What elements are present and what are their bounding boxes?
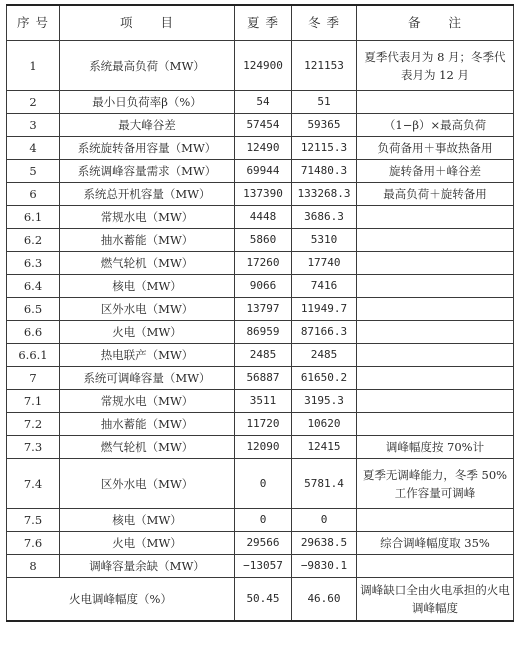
peak-regulation-table [6, 4, 514, 622]
row-summer: 13797 [235, 298, 292, 321]
row-note: （1−β）×最高负荷 [357, 114, 514, 137]
table-row [7, 413, 514, 436]
row-note: 负荷备用＋事故热备用 [357, 137, 514, 160]
row-summer: 3511 [235, 390, 292, 413]
row-index: 6.2 [7, 229, 60, 252]
table-row [7, 252, 514, 275]
row-summer: 56887 [235, 367, 292, 390]
table-row [7, 436, 514, 459]
row-note: 夏季代表月为 8 月；冬季代表月为 12 月 [357, 41, 514, 91]
row-index: 6.3 [7, 252, 60, 275]
row-item: 区外水电（MW） [60, 459, 235, 509]
row-item: 火电（MW） [60, 532, 235, 555]
row-index: 5 [7, 160, 60, 183]
footer-summer: 50.45 [235, 578, 292, 621]
row-summer: 2485 [235, 344, 292, 367]
row-winter: 3686.3 [292, 206, 357, 229]
footer-winter: 46.60 [292, 578, 357, 621]
row-winter: 87166.3 [292, 321, 357, 344]
row-winter: 11949.7 [292, 298, 357, 321]
row-summer: 86959 [235, 321, 292, 344]
footer-row [7, 578, 514, 621]
row-winter: 12415 [292, 436, 357, 459]
row-winter: 5781.4 [292, 459, 357, 509]
row-note [357, 91, 514, 114]
row-winter: 2485 [292, 344, 357, 367]
row-winter: 10620 [292, 413, 357, 436]
row-item: 核电（MW） [60, 275, 235, 298]
row-summer: 57454 [235, 114, 292, 137]
row-summer: −13057 [235, 555, 292, 578]
table-row [7, 509, 514, 532]
header-winter: 冬 季 [292, 5, 357, 41]
table-row [7, 137, 514, 160]
table-row [7, 275, 514, 298]
row-index: 6 [7, 183, 60, 206]
row-summer: 12090 [235, 436, 292, 459]
row-winter: 133268.3 [292, 183, 357, 206]
row-note: 综合调峰幅度取 35% [357, 532, 514, 555]
row-index: 6.1 [7, 206, 60, 229]
row-winter: 17740 [292, 252, 357, 275]
row-item: 系统总开机容量（MW） [60, 183, 235, 206]
row-item: 常规水电（MW） [60, 206, 235, 229]
row-index: 6.5 [7, 298, 60, 321]
row-index: 8 [7, 555, 60, 578]
row-summer: 29566 [235, 532, 292, 555]
row-winter: 3195.3 [292, 390, 357, 413]
row-index: 6.4 [7, 275, 60, 298]
row-summer: 5860 [235, 229, 292, 252]
table-row [7, 160, 514, 183]
row-note [357, 252, 514, 275]
row-index: 3 [7, 114, 60, 137]
header-item: 项 目 [60, 5, 235, 41]
table-row [7, 532, 514, 555]
row-winter: 51 [292, 91, 357, 114]
table-row [7, 459, 514, 509]
row-winter: −9830.1 [292, 555, 357, 578]
row-winter: 12115.3 [292, 137, 357, 160]
row-note: 旋转备用＋峰谷差 [357, 160, 514, 183]
row-winter: 59365 [292, 114, 357, 137]
row-note [357, 275, 514, 298]
table-row [7, 321, 514, 344]
row-winter: 121153 [292, 41, 357, 91]
row-item: 抽水蓄能（MW） [60, 229, 235, 252]
row-item: 抽水蓄能（MW） [60, 413, 235, 436]
row-note [357, 321, 514, 344]
row-item: 燃气轮机（MW） [60, 252, 235, 275]
table-row [7, 41, 514, 91]
row-note [357, 206, 514, 229]
table-row [7, 555, 514, 578]
row-item: 调峰容量余缺（MW） [60, 555, 235, 578]
header-row [7, 5, 514, 41]
row-index: 7.3 [7, 436, 60, 459]
row-note: 调峰幅度按 70%计 [357, 436, 514, 459]
row-item: 燃气轮机（MW） [60, 436, 235, 459]
row-summer: 17260 [235, 252, 292, 275]
header-note: 备 注 [357, 5, 514, 41]
row-summer: 4448 [235, 206, 292, 229]
table-row [7, 183, 514, 206]
row-index: 2 [7, 91, 60, 114]
row-note: 最高负荷＋旋转备用 [357, 183, 514, 206]
row-winter: 7416 [292, 275, 357, 298]
row-index: 7.2 [7, 413, 60, 436]
row-index: 4 [7, 137, 60, 160]
row-winter: 71480.3 [292, 160, 357, 183]
row-note [357, 367, 514, 390]
row-note [357, 229, 514, 252]
row-index: 1 [7, 41, 60, 91]
row-winter: 29638.5 [292, 532, 357, 555]
row-item: 系统调峰容量需求（MW） [60, 160, 235, 183]
row-note [357, 509, 514, 532]
row-item: 系统最高负荷（MW） [60, 41, 235, 91]
row-index: 6.6 [7, 321, 60, 344]
footer-label: 火电调峰幅度（%） [7, 578, 235, 621]
row-summer: 124900 [235, 41, 292, 91]
row-note [357, 298, 514, 321]
row-index: 7.4 [7, 459, 60, 509]
footer-note: 调峰缺口全由火电承担的火电调峰幅度 [357, 578, 514, 621]
row-item: 常规水电（MW） [60, 390, 235, 413]
table-row [7, 367, 514, 390]
row-summer: 54 [235, 91, 292, 114]
row-index: 7.1 [7, 390, 60, 413]
header-summer: 夏 季 [235, 5, 292, 41]
row-summer: 12490 [235, 137, 292, 160]
row-item: 区外水电（MW） [60, 298, 235, 321]
row-index: 6.6.1 [7, 344, 60, 367]
row-note [357, 390, 514, 413]
row-item: 系统可调峰容量（MW） [60, 367, 235, 390]
row-winter: 61650.2 [292, 367, 357, 390]
row-summer: 137390 [235, 183, 292, 206]
table-row [7, 344, 514, 367]
row-summer: 0 [235, 509, 292, 532]
row-item: 火电（MW） [60, 321, 235, 344]
row-note [357, 344, 514, 367]
row-item: 最小日负荷率β（%） [60, 91, 235, 114]
table-row [7, 114, 514, 137]
header-index: 序 号 [7, 5, 60, 41]
row-winter: 5310 [292, 229, 357, 252]
table-row [7, 206, 514, 229]
row-summer: 11720 [235, 413, 292, 436]
row-item: 热电联产（MW） [60, 344, 235, 367]
row-summer: 9066 [235, 275, 292, 298]
row-index: 7 [7, 367, 60, 390]
table-row [7, 91, 514, 114]
row-winter: 0 [292, 509, 357, 532]
row-summer: 0 [235, 459, 292, 509]
table-row [7, 229, 514, 252]
row-item: 最大峰谷差 [60, 114, 235, 137]
table-body [7, 41, 514, 578]
row-note [357, 413, 514, 436]
row-index: 7.6 [7, 532, 60, 555]
row-item: 系统旋转备用容量（MW） [60, 137, 235, 160]
row-note [357, 555, 514, 578]
row-item: 核电（MW） [60, 509, 235, 532]
row-index: 7.5 [7, 509, 60, 532]
row-summer: 69944 [235, 160, 292, 183]
table-row [7, 298, 514, 321]
row-note: 夏季无调峰能力，冬季 50%工作容量可调峰 [357, 459, 514, 509]
table-row [7, 390, 514, 413]
